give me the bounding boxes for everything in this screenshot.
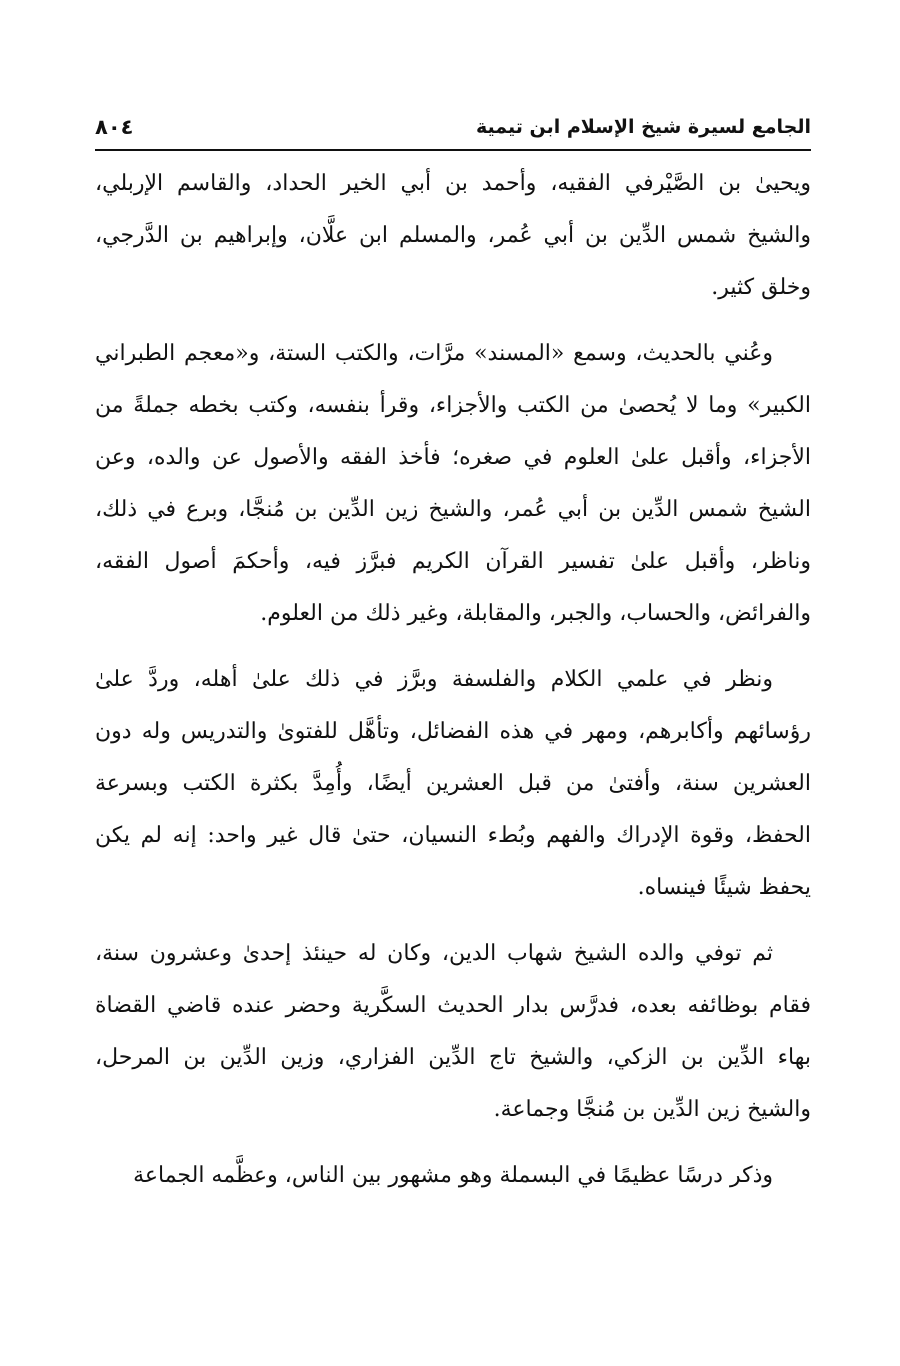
running-header bbox=[95, 112, 811, 148]
paragraph-4: ثم توفي والده الشيخ شهاب الدين، وكان له حينئذ إحدىٰ وعشرون سنة، فقام بوظائفه بعده، فدرَّس بدار الحديث السكَّرية وحضر عنده قاضي القضاة بهاء الدِّين بن الزكي، والشيخ تاج الدِّين الفزاري، وزين الدِّين بن المرحل، والشيخ زين الدِّين بن مُنجَّا وجماعة. bbox=[95, 941, 812, 1122]
page-number: ٨٠٤ bbox=[95, 115, 134, 139]
book-title: الجامع لسيرة شيخ الإسلام ابن تيمية bbox=[475, 116, 811, 138]
paragraph-2: وعُني بالحديث، وسمع «المسند» مرَّات، والكتب الستة، و«معجم الطبراني الكبير» وما لا يُحصىٰ من الكتب والأجزاء، وقرأ بنفسه، وكتب بخطه جملةً من الأجزاء، وأقبل علىٰ العلوم في صغره؛ فأخذ الفقه والأصول عن والده، وعن الشيخ شمس الدِّين بن أبي عُمر، والشيخ زين الدِّين بن مُنجَّا، وبرع في ذلك، وناظر، وأقبل علىٰ تفسير القرآن الكريم فبرَّز فيه، وأحكمَ أصول الفقه، والفرائض، والحساب، والجبر، والمقابلة، وغير ذلك من العلوم. bbox=[95, 341, 811, 626]
header-divider bbox=[95, 149, 811, 151]
paragraph-5: وذكر درسًا عظيمًا في البسملة وهو مشهور بين الناس، وعظَّمه الجماعة bbox=[133, 1163, 773, 1188]
paragraph-1: ويحيىٰ بن الصَّيْرفي الفقيه، وأحمد بن أبي الخير الحداد، والقاسم الإربلي، والشيخ شمس الدِّين بن أبي عُمر، والمسلم ابن علَّان، وإبراهيم بن الدَّرجي، وخلق كثير. bbox=[95, 171, 811, 300]
main-text bbox=[95, 158, 811, 1202]
paragraph-3: ونظر في علمي الكلام والفلسفة وبرَّز في ذلك علىٰ أهله، وردَّ علىٰ رؤسائهم وأكابرهم، ومهر في هذه الفضائل، وتأهَّل للفتوىٰ والتدريس وله دون العشرين سنة، وأفتىٰ من قبل العشرين أيضًا، وأُمِدَّ بكثرة الكتب وبسرعة الحفظ، وقوة الإدراك والفهم وبُطء النسيان، حتىٰ قال غير واحد: إنه لم يكن يحفظ شيئًا فينساه. bbox=[95, 667, 811, 900]
